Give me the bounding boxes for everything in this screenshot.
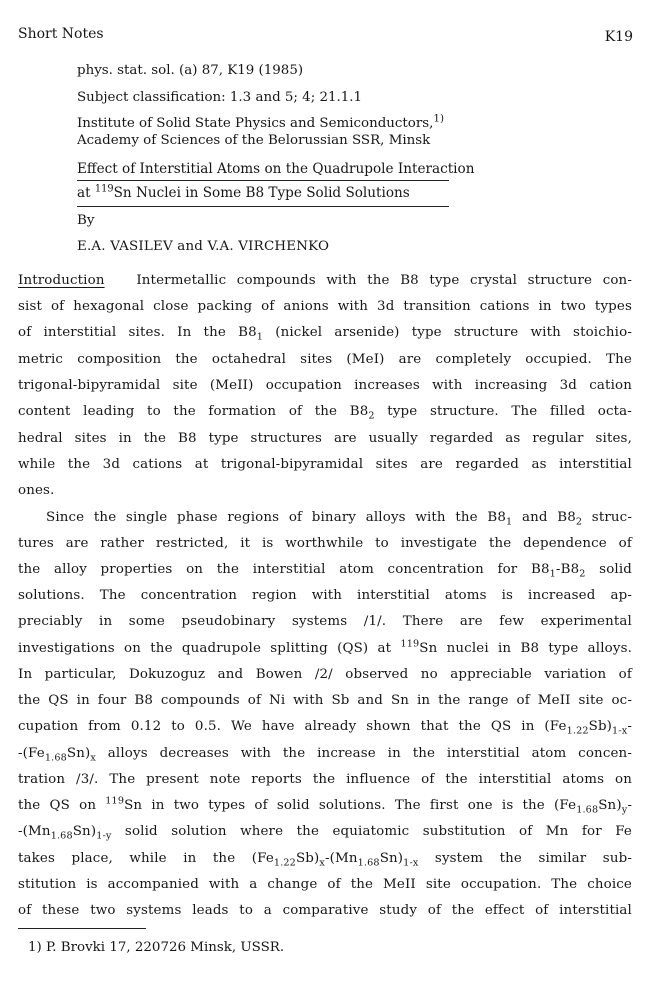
introduction-heading: Introduction [18,273,105,288]
authors: E.A. VASILEV and V.A. VIRCHENKO [77,239,330,254]
body-line: Since the single phase regions of binary alloys with the $B8_1$ and $B8_2$ struc- [46,510,633,528]
body-line: the QS in four B8 compounds of Ni with Sb and Sn in the range of MeII site oc- [18,693,632,708]
body-line: the alloy properties on the interstitial atom concentration for $B8_1-B8_2$ solid [18,562,632,580]
body-line: hedral sites in the B8 type structures are usually regarded as regular sites, [18,431,632,446]
body-line: tures are rather restricted, it is worthwhile to investigate the dependence of [18,536,632,551]
body-line: solutions. The concentration region with interstitial atoms is increased ap- [18,588,632,603]
body-line: stitution is accompanied with a change of the MeII site occupation. The choice [18,877,632,892]
body-line: cupation from 0.12 to 0.5. We have already shown that the QS in $(Fe_{1.22}Sb)_{1-x}-$ [18,719,632,737]
page-number: K19 [604,29,633,45]
body-line: tration /3/. The present note reports the influence of the interstitial atoms on [18,772,632,787]
body-line: takes place, while in the $(Fe_{1.22}Sb)_x-(Mn_{1.68}Sn)_{1-x}$ system the similar sub- [18,851,632,869]
title-underline-1 [77,180,449,181]
body-line: In particular, Dokuzoguz and Bowen /2/ observed no appreciable variation of [18,667,632,682]
body-line: preciably in some pseudobinary systems /1/. There are few experimental [18,614,632,629]
body-line: metric composition the octahedral sites (MeI) are completely occupied. The [18,352,632,367]
body-line: $-(Fe_{1.68}Sn)_x$ alloys decreases with the increase in the interstitial atom concen- [18,746,632,764]
title-underline-2 [77,206,449,207]
institute-line-1 [77,112,445,131]
running-header-left: Short Notes [18,26,104,42]
body-line: sist of hexagonal close packing of anions with 3d transition cations in two types [18,299,632,314]
body-line: of these two systems leads to a comparative study of the effect of interstitial [18,903,632,918]
body-line: of interstitial sites. In the $B8_1$ (nickel arsenide) type structure with stoichio- [18,325,632,343]
footnote-divider [18,928,146,929]
subject-classification: Subject classification: 1.3 and 5; 4; 21.1.1 [77,90,363,105]
body-line: while the 3d cations at trigonal-bipyramidal sites are regarded as interstitial [18,457,632,472]
institute-line-2: Academy of Sciences of the Belorussian SSR, Minsk [77,133,431,148]
by-label: By [77,213,95,228]
article-title-line-1: Effect of Interstitial Atoms on the Quadrupole Interaction [77,161,475,177]
article-title-line-2: at $^{119}$Sn Nuclei in Some B8 Type Solid Solutions [77,183,410,201]
footnote: 1) P. Brovki 17, 220726 Minsk, USSR. [28,940,285,955]
body-line: content leading to the formation of the $B8_2$ type structure. The filled octa- [18,404,632,422]
body-line: the QS on $^{119}$Sn in two types of solid solutions. The first one is the $(Fe_{1.68}Sn)_y-$ [18,795,632,816]
body-line: Introduction Intermetallic compounds with the B8 type crystal structure con- [18,273,632,288]
body-line: $-(Mn_{1.68}Sn)_{1-y}$ solid solution where the equiatomic substitution of Mn for Fe [18,824,632,842]
citation: phys. stat. sol. (a) 87, K19 (1985) [77,63,304,78]
footnote-marker: 1) [433,112,445,125]
body-line: ones. [18,483,55,498]
body-line: investigations on the quadrupole splitting (QS) at $^{119}$Sn nuclei in B8 type alloys. [18,638,632,656]
institute-name: Institute of Solid State Physics and Semiconductors, [77,116,434,131]
isotope-superscript: 119 [94,183,114,195]
body-line: trigonal-bipyramidal site (MeII) occupation increases with increasing 3d cation [18,378,632,393]
